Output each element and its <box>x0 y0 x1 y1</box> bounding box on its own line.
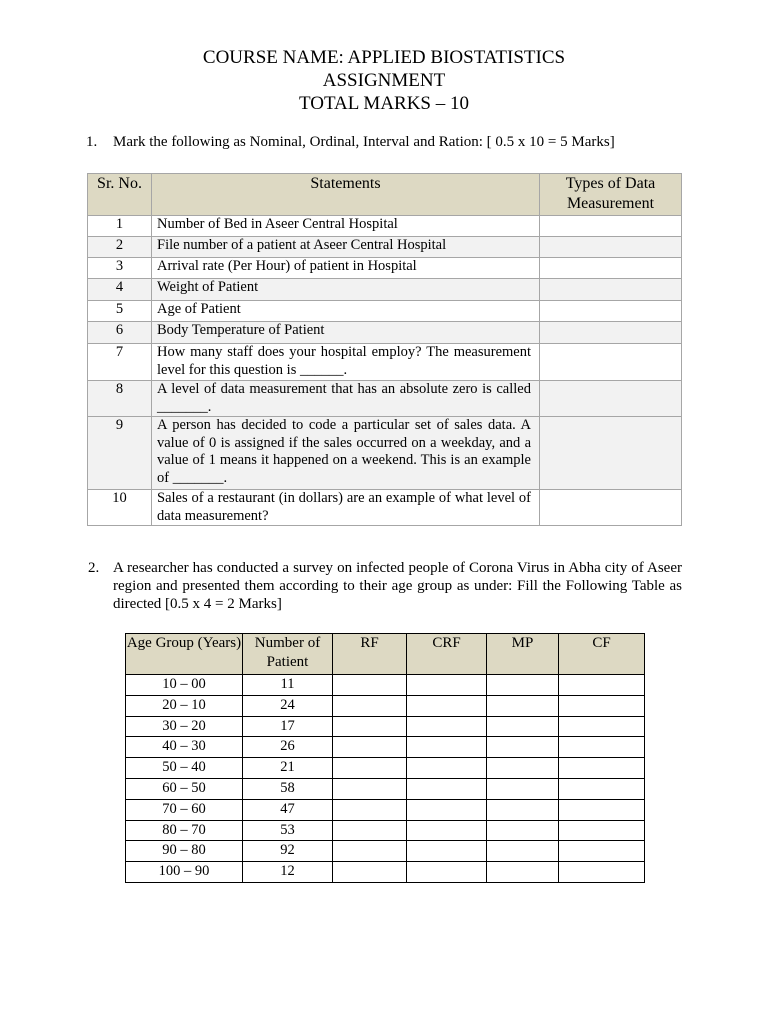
age-group-cell: 60 – 50 <box>126 778 243 799</box>
statement-cell: File number of a patient at Aseer Central Hospital <box>152 237 540 258</box>
answer-cell[interactable] <box>540 381 682 417</box>
cf-cell[interactable] <box>559 716 645 737</box>
answer-cell[interactable] <box>540 216 682 237</box>
statement-cell: Sales of a restaurant (in dollars) are an example of what level of data measurement? <box>152 490 540 526</box>
sr-no-cell: 10 <box>88 490 152 526</box>
answer-cell[interactable] <box>540 322 682 344</box>
answer-cell[interactable] <box>540 301 682 322</box>
frequency-table <box>125 633 645 883</box>
sr-no-cell: 4 <box>88 279 152 301</box>
question-text: A researcher has conducted a survey on infected people of Corona Virus in Abha city of Aseer region and presented them according to their age group as under: Fill the Following Table as directed [0.5 x 4 = 2 Marks] <box>113 560 682 612</box>
patient-count-cell: 21 <box>243 758 333 779</box>
table-row <box>88 490 682 526</box>
rf-cell[interactable] <box>333 758 407 779</box>
crf-cell[interactable] <box>407 716 487 737</box>
question-text: Mark the following as Nominal, Ordinal, Interval and Ration: [ 0.5 x 10 = 5 Marks] <box>113 134 615 150</box>
patient-count-cell: 58 <box>243 778 333 799</box>
crf-cell[interactable] <box>407 778 487 799</box>
mp-cell[interactable] <box>487 695 559 716</box>
statement-cell: A person has decided to code a particular set of sales data. A value of 0 is assigned if the sales occurred on a weekday, and a value of 1 means it happened on a weekend. This is an example of _______. <box>152 417 540 490</box>
table-row <box>88 417 682 490</box>
age-group-cell: 10 – 00 <box>126 675 243 696</box>
crf-cell[interactable] <box>407 675 487 696</box>
crf-cell[interactable] <box>407 799 487 820</box>
cf-cell[interactable] <box>559 862 645 883</box>
mp-cell[interactable] <box>487 758 559 779</box>
total-marks: TOTAL MARKS – 10 <box>298 93 470 114</box>
cf-cell[interactable] <box>559 820 645 841</box>
table-row <box>126 841 645 862</box>
sr-no-cell: 2 <box>88 237 152 258</box>
age-group-cell: 20 – 10 <box>126 695 243 716</box>
age-group-cell: 50 – 40 <box>126 758 243 779</box>
table-row <box>88 344 682 381</box>
question-1 <box>86 132 686 152</box>
age-group-cell: 70 – 60 <box>126 799 243 820</box>
cf-cell[interactable] <box>559 695 645 716</box>
cf-cell[interactable] <box>559 737 645 758</box>
cf-cell[interactable] <box>559 799 645 820</box>
statement-cell: Age of Patient <box>152 301 540 322</box>
mp-cell[interactable] <box>487 716 559 737</box>
table-row <box>126 716 645 737</box>
question-number: 2. <box>88 560 100 576</box>
mp-cell[interactable] <box>487 737 559 758</box>
sr-no-cell: 9 <box>88 417 152 490</box>
crf-cell[interactable] <box>407 862 487 883</box>
header-sr-no: Sr. No. <box>88 174 152 216</box>
cf-cell[interactable] <box>559 758 645 779</box>
cf-cell[interactable] <box>559 778 645 799</box>
crf-cell[interactable] <box>407 737 487 758</box>
table-header-row <box>88 174 682 216</box>
sr-no-cell: 7 <box>88 344 152 381</box>
sr-no-cell: 8 <box>88 381 152 417</box>
statement-cell: A level of data measurement that has an absolute zero is called _______. <box>152 381 540 417</box>
statement-cell: Arrival rate (Per Hour) of patient in Hospital <box>152 258 540 279</box>
answer-cell[interactable] <box>540 279 682 301</box>
patient-count-cell: 47 <box>243 799 333 820</box>
table-row <box>88 322 682 344</box>
patient-count-cell: 26 <box>243 737 333 758</box>
header-crf: CRF <box>407 634 487 675</box>
answer-cell[interactable] <box>540 237 682 258</box>
course-name: COURSE NAME: APPLIED BIOSTATISTICS <box>202 47 566 68</box>
header-number-of-patient: Number of Patient <box>243 634 333 675</box>
mp-cell[interactable] <box>487 841 559 862</box>
table-row <box>88 279 682 301</box>
table-header-row <box>126 634 645 675</box>
rf-cell[interactable] <box>333 695 407 716</box>
crf-cell[interactable] <box>407 841 487 862</box>
cf-cell[interactable] <box>559 675 645 696</box>
statement-cell: Weight of Patient <box>152 279 540 301</box>
question-number: 1. <box>86 134 98 150</box>
sr-no-cell: 6 <box>88 322 152 344</box>
patient-count-cell: 12 <box>243 862 333 883</box>
patient-count-cell: 24 <box>243 695 333 716</box>
statement-cell: Number of Bed in Aseer Central Hospital <box>152 216 540 237</box>
mp-cell[interactable] <box>487 778 559 799</box>
cf-cell[interactable] <box>559 841 645 862</box>
rf-cell[interactable] <box>333 820 407 841</box>
patient-count-cell: 92 <box>243 841 333 862</box>
age-group-cell: 80 – 70 <box>126 820 243 841</box>
rf-cell[interactable] <box>333 737 407 758</box>
sr-no-cell: 5 <box>88 301 152 322</box>
rf-cell[interactable] <box>333 778 407 799</box>
mp-cell[interactable] <box>487 799 559 820</box>
age-group-cell: 100 – 90 <box>126 862 243 883</box>
sr-no-cell: 1 <box>88 216 152 237</box>
sr-no-cell: 3 <box>88 258 152 279</box>
age-group-cell: 40 – 30 <box>126 737 243 758</box>
answer-cell[interactable] <box>540 490 682 526</box>
table-row <box>126 778 645 799</box>
question-2 <box>88 559 682 613</box>
rf-cell[interactable] <box>333 841 407 862</box>
rf-cell[interactable] <box>333 862 407 883</box>
table-row <box>88 301 682 322</box>
crf-cell[interactable] <box>407 758 487 779</box>
age-group-cell: 30 – 20 <box>126 716 243 737</box>
header-statements: Statements <box>152 174 540 216</box>
table-row <box>126 820 645 841</box>
mp-cell[interactable] <box>487 675 559 696</box>
table-row <box>88 237 682 258</box>
table-row <box>126 799 645 820</box>
table-row <box>88 216 682 237</box>
mp-cell[interactable] <box>487 820 559 841</box>
header-rf: RF <box>333 634 407 675</box>
crf-cell[interactable] <box>407 820 487 841</box>
table-row <box>126 862 645 883</box>
table-row <box>126 758 645 779</box>
answer-cell[interactable] <box>540 344 682 381</box>
table-row <box>126 675 645 696</box>
header-age-group: Age Group (Years) <box>126 634 243 675</box>
table-row <box>126 737 645 758</box>
table-row <box>88 381 682 417</box>
answer-cell[interactable] <box>540 417 682 490</box>
mp-cell[interactable] <box>487 862 559 883</box>
statement-cell: How many staff does your hospital employ? The measurement level for this question is ______. <box>152 344 540 381</box>
rf-cell[interactable] <box>333 675 407 696</box>
answer-cell[interactable] <box>540 258 682 279</box>
age-group-cell: 90 – 80 <box>126 841 243 862</box>
patient-count-cell: 11 <box>243 675 333 696</box>
assignment-title: ASSIGNMENT <box>322 70 446 91</box>
table-row <box>88 258 682 279</box>
header-types: Types of Data Measurement <box>540 174 682 216</box>
rf-cell[interactable] <box>333 799 407 820</box>
crf-cell[interactable] <box>407 695 487 716</box>
measurement-table <box>87 173 682 526</box>
header-mp: MP <box>487 634 559 675</box>
statement-cell: Body Temperature of Patient <box>152 322 540 344</box>
table-row <box>126 695 645 716</box>
document-header <box>0 46 768 115</box>
patient-count-cell: 53 <box>243 820 333 841</box>
patient-count-cell: 17 <box>243 716 333 737</box>
header-cf: CF <box>559 634 645 675</box>
rf-cell[interactable] <box>333 716 407 737</box>
